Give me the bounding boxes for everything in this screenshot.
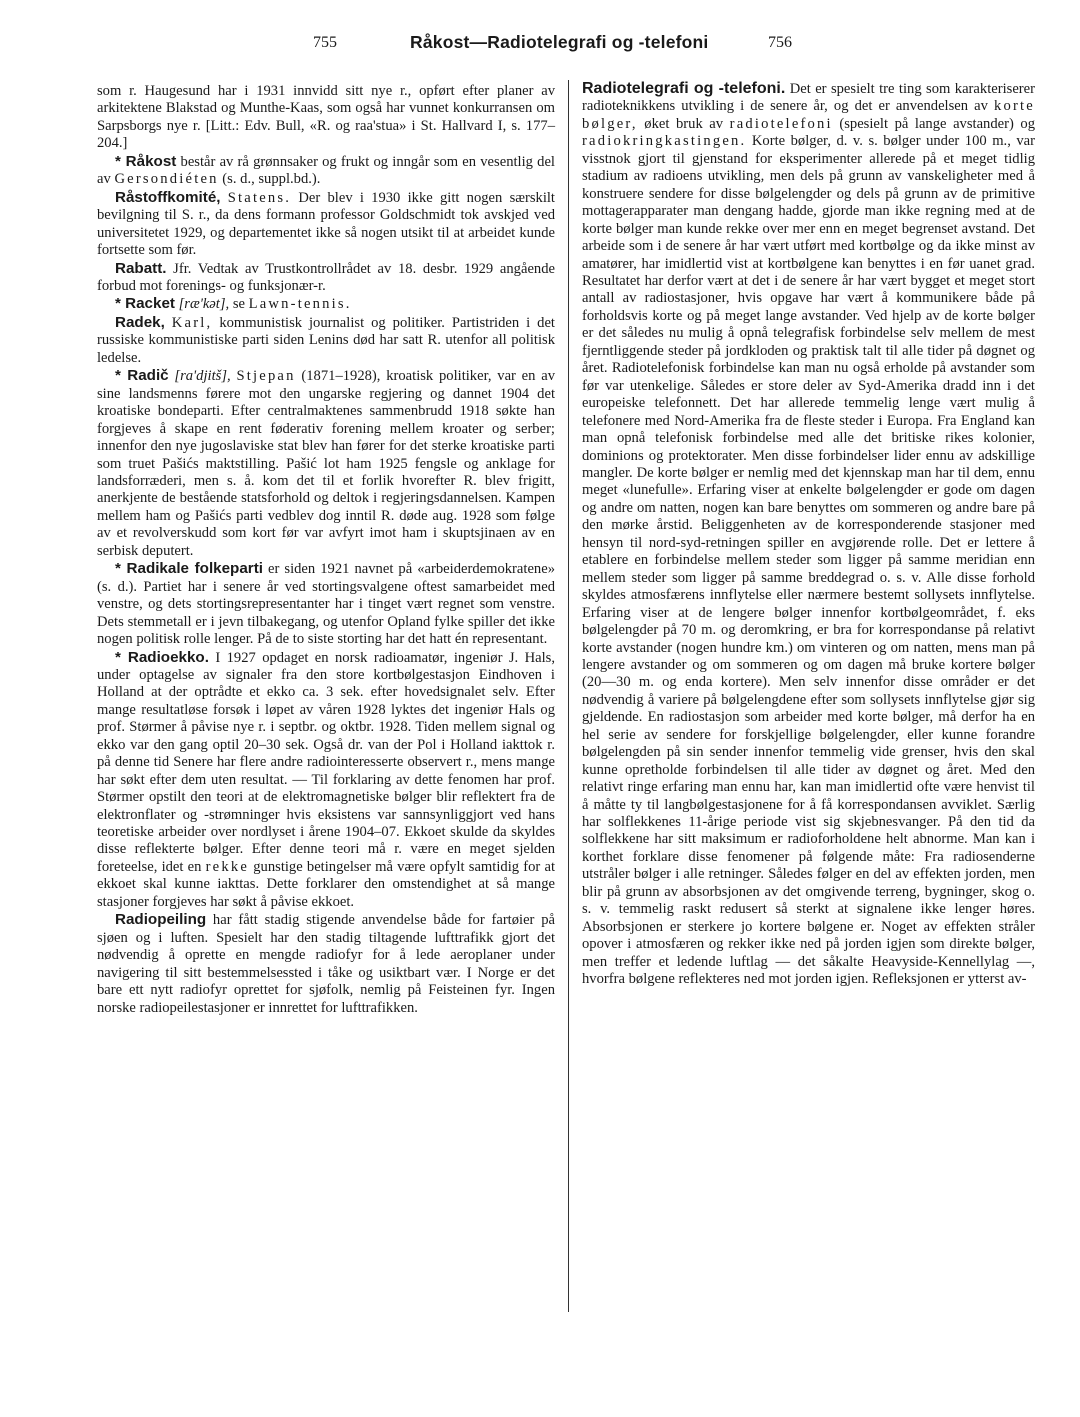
entry-radikale-folkeparti: [97, 560, 555, 648]
headword: Radiotelegrafi og -telefoni.: [582, 80, 786, 97]
left-column: [97, 83, 555, 1017]
entry-radek: [97, 314, 555, 367]
entry-text: Jfr. Vedtak av Trustkontrollrådet av 18. desbr. 1929 angående forbud mot forenings- og funksjonær-r.: [97, 260, 555, 294]
spaced-text: Stjepan: [236, 368, 296, 385]
page-number-right: 756: [768, 34, 792, 51]
entry-text: kommunistisk journalist og politiker. Partistriden i det russiske kommunistiske parti siden Lenins død har satt R. utenfor all politisk ledelse.: [97, 314, 555, 366]
pronunciation: [ra'djitš],: [174, 368, 231, 385]
entry-rakost: [97, 153, 555, 189]
right-column: [582, 80, 1035, 989]
entry-text: har fått stadig stigende anvendelse både for fartøier på sjøen og i luften. Spesielt har den stadig tiltagende lufttrafikk gjort det nødvendig å oprette en mengde radiofyr for å lede aeroplaner under navigering til sitt bestemmelsessted i tåke og usiktbart vær. I Norge er det bare ett nytt radiofyr oprettet for sjøfolk, nemlig på Feisteinen fyr. Ingen norske radiopeilestasjoner er innrettet for lufttrafikken.: [97, 912, 555, 1016]
entry-rabatt: [97, 260, 555, 296]
headword: * Råkost: [115, 152, 177, 170]
spaced-text: Lawn-tennis.: [248, 296, 352, 313]
entry-text: Der blev i 1930 ikke gitt nogen særskilt bevilgning til S. r., da dens formann professor Goldschmidt tok avskjed ved universitetet 1929, og departementet ikke så nogen utsikt til at arbeidet kunde fortsette som før.: [97, 189, 555, 259]
spaced-text: radiokringkastingen.: [582, 133, 747, 150]
spaced-text: Gersondiéten: [114, 171, 219, 188]
entry-text: Korte bølger, d. v. s. bølger under 100 m., var visstnok gjort til gjenstand for eksperimenter allerede på et meget tidlig stadium av radioens utvikling, men dels på grunn av vanskeligheter med å konstruere sendere for disse bølgelengder og dels på grunn av de primitive mottagerapparater man dengang hadde, gjorde man ikke regning med at de korte bølger man kunde rekke over mer enn en meget begrenset avstand. Det arbeide som i de senere år har vært utført med kortbølge og da ikke minst av amatører, har imidlertid vist at kortbølgene kan benyttes i en før uanet grad. Resultatet har derfor vært at det i de senere år har vært bygget et meget stort antall av radiostasjoner, hvis opgave har vært å kommunikere både på forholdsvis korte og på meget lange avstander. Ved hjelp av de korte bølger er det således nu mulig å opnå telegrafisk forbindelse selv mellem de mest fjerntliggende steder på jordkloden og praktisk talt til alle tider på døgnet og året. Radiotelefonisk forbindelse kan man nu også erholde på avstander som før var utenkelige. Således er store deler av Syd-Amerika dradd inn i det europeiske telefonnett. Det har allerede temmelig lenge vært mulig å telefonere med Nord-Amerika fra de fleste steder i Europa. Fra England kan man opnå telefonisk forbindelse med alle det britiske rikes kolonier, dominions og protektorater. Men disse forbindelser lider ennu av adskillige mangler. De korte bølger er nemlig med det kjennskap man har til dem, ennu meget «lunefulle». Erfaring viser at enkelte bølgelengder er gode om dagen og andre om natten, nogen kan bare benyttes om sommeren og andre bare på den mørke årstid. Beliggenheten av de korresponderende stasjoner med hensyn til nord-syd-retningen spiller en avgjørende rolle. Det er lettere å etablere en forbindelse mellem steder som ligger på samme meridian enn mellem steder som ligger på samme breddegrad o. s. v. Alle disse forhold skyldes atmosfærens innflytelse eller nærmere bestemt sollysets innflytelse. Erfaring viser at de lengere bølger innenfor kortbølgeområdet, f. eks bølgelengder på 70 m. og deromkring, er bra for korrespondanse på relativt korte avstander (nogen hundre km.) om vinteren og om natten, mens man på lengere avstander og om sommeren og om dagen må bruke kortere bølger (20—30 m. og enda kortere). Men selv innenfor disse områder er det nødvendig å variere på bølgelengdene efter som sollysets innflytelse gjør sig gjeldende. En radiostasjon som arbeider med korte bølger, må derfor ha en hel serie av sendere for forskjellige bølgelengder, eller kunne forandre bølgelengden på sin sender innenfor temmelig vide grenser, hvis den skal kunne opretholde forbindelsen til alle tider av døgnet og året. Med den relativt ringe erfaring man ennu har, kan man imidlertid ofte være henvist til å måtte ty til langbølgestasjonene for å få korrespondansen avviklet. Særlig har solflekkenes 11-årige periode vist sig skjebnesvanger. På den tid da solflekkene har sitt maksimum er radioforholdene helt abnorme. Man kan i korthet forklare disse fenomener på følgende måte: Fra radiosenderne utstråler bølger i alle retninger. Således følger en del av effekten jorden, men blir på grunn av absorbsjonen av det omgivende terreng, bygninger, skog o. s. v. temmelig raskt redusert så sterkt at signalene ikke lenger høres. Absorbsjonen er sterkere jo kortere bølgene er. Noget av effekten stråler opover i atmosfæren og rekker ikke ned på jorden igjen som direkte bølger, men treffer et ledende luftlag — det såkalte Heavyside-Kennellylag —, hvorfra bølgene reflekteres ned mot jorden igjen. Refleksjonen er ytterst av-: [582, 133, 1035, 988]
spaced-text: radiotelefoni: [729, 115, 833, 132]
spaced-text: korte bølger,: [582, 98, 1035, 132]
headword: * Radič: [115, 367, 169, 385]
entry-rastoffkomite: [97, 189, 555, 260]
entry-text: Det er spesielt tre ting som karakteriserer radioteknikkens utvikling i de senere år, og det er anvendelsen av: [582, 81, 1035, 115]
entry-text: øket bruk av: [637, 115, 730, 132]
entry-text: I 1927 opdaget en norsk radioamatør, ingeniør J. Hals, under optagelse av signaler fra den store kortbølgestasjon Eindhoven i Holland at der optrådte et ekko ca. 3 sek. efter hovedsignalet selv. Efter mange resultatløse forsøk i løpet av våren 1928 lyktes det ingeniør Hals og prof. Størmer å påvise nye r. i septbr. og oktbr. 1928. Tiden mellem signal og ekko var den gang optil 20–30 sek. Også dr. van der Pol i Holland iakttok r. på denne tid Senere har flere andre radiointeresserte observert r., mens mange har søkt efter dem uten resultat. — Til forklaring av dette fenomen har prof. Størmer opstilt den teori at de elektromagnetiske bølger blir reflektert fra de elektronflater og -strømninger hvis eksistens var sannsynliggjort ved hans teoretiske arbeider over nordlyset i årene 1904–07. Ekkoet skulde da skyldes disse reflekterte bølger. Efter denne teori må r. være en meget sjelden foreteelse, idet en: [97, 649, 555, 875]
entry-text: som r. Haugesund har i 1931 innvidd sitt nye r., opført efter planer av arkitektene Blakstad og Munthe-Kaas, som også har vunnet konkurransen om Sarpsborgs nye r. [Litt.: Edv. Bull, «R. og raa'stua» i St. Hallvard I, s. 177–204.]: [97, 83, 555, 152]
headword: * Radikale folkeparti: [115, 560, 263, 578]
entry-radioekko: [97, 649, 555, 912]
headword: Rabatt.: [115, 259, 167, 277]
page-number-left: 755: [313, 34, 337, 51]
headword: Radek,: [115, 313, 165, 331]
headword: * Racket: [115, 295, 175, 313]
page-header: [0, 34, 1080, 58]
entry-text: gunstige betingelser må være opfylt samtidig for at ekkoet skal kunne iakttas. Dette forklarer den omstendighet at så mange stasjoner forgjeves har søkt å påvise ekkoet.: [97, 858, 555, 910]
entry-continuation: [97, 83, 555, 153]
spaced-text: Statens.: [227, 189, 292, 206]
running-title: Råkost—Radiotelegrafi og -telefoni: [410, 32, 709, 52]
headword: Radiopeiling: [115, 911, 207, 929]
entry-radiopeiling: [97, 911, 555, 1017]
column-divider: [568, 80, 569, 1312]
entry-text: er siden 1921 navnet på «arbeiderdemokratene» (s. d.). Partiet har i senere år ved stortingsvalgene oftest samarbeidet med venstre, og dets stortingsrepresentanter har i tinget vært regnet som venstre. Dets stemmetall er i jevn tilbakegang, og utenfor Opland fylke spiller det ikke nogen politisk rolle lenger. På de to siste storting har det hatt én representant.: [97, 561, 555, 648]
spaced-text: Karl,: [171, 314, 213, 331]
entry-text: (spesielt på lange avstander) og: [832, 115, 1035, 132]
headword: * Radioekko.: [115, 648, 209, 666]
entry-text: (s. d., suppl.bd.).: [218, 171, 321, 188]
entry-text: se: [229, 296, 249, 313]
entry-text: består av rå grønnsaker og frukt og inngår som en vesentlig del av: [97, 153, 555, 188]
entry-radic: [97, 367, 555, 560]
spaced-text: rekke: [205, 858, 250, 875]
entry-text: (1871–1928), kroatisk politiker, var en av sine landsmenns førere mot den ungarske regjering og dannet 1904 det kroatiske bondeparti. Efter centralmaktenes sammenbrudd 1918 søkte han forgjeves å skape en rent føderativ forening mellem kroater og serber; innenfor den nye jugoslaviske stat blev han fører for det sterke kroatiske parti som truet Pašićs maktstilling. Pašić lot ham 1925 fengsle og anklage for landsforræderi, men s. å. kom det til et forlik hvorefter R. blev frigitt, anerkjente de bestående statsforhold og deltok i regjeringsdannelsen. Kampen mellem ham og Pašićs parti vedblev dog inntil R. døde aug. 1928 som følge av et revolverskudd som kort før var avfyrt imot ham i skuptsjinaen av en serbisk deputert.: [97, 368, 556, 559]
entry-radiotelegrafi: [582, 80, 1035, 989]
entry-racket: [97, 295, 555, 313]
headword: Råstoffkomité,: [115, 188, 221, 206]
pronunciation: [ræ'kət],: [178, 296, 230, 313]
